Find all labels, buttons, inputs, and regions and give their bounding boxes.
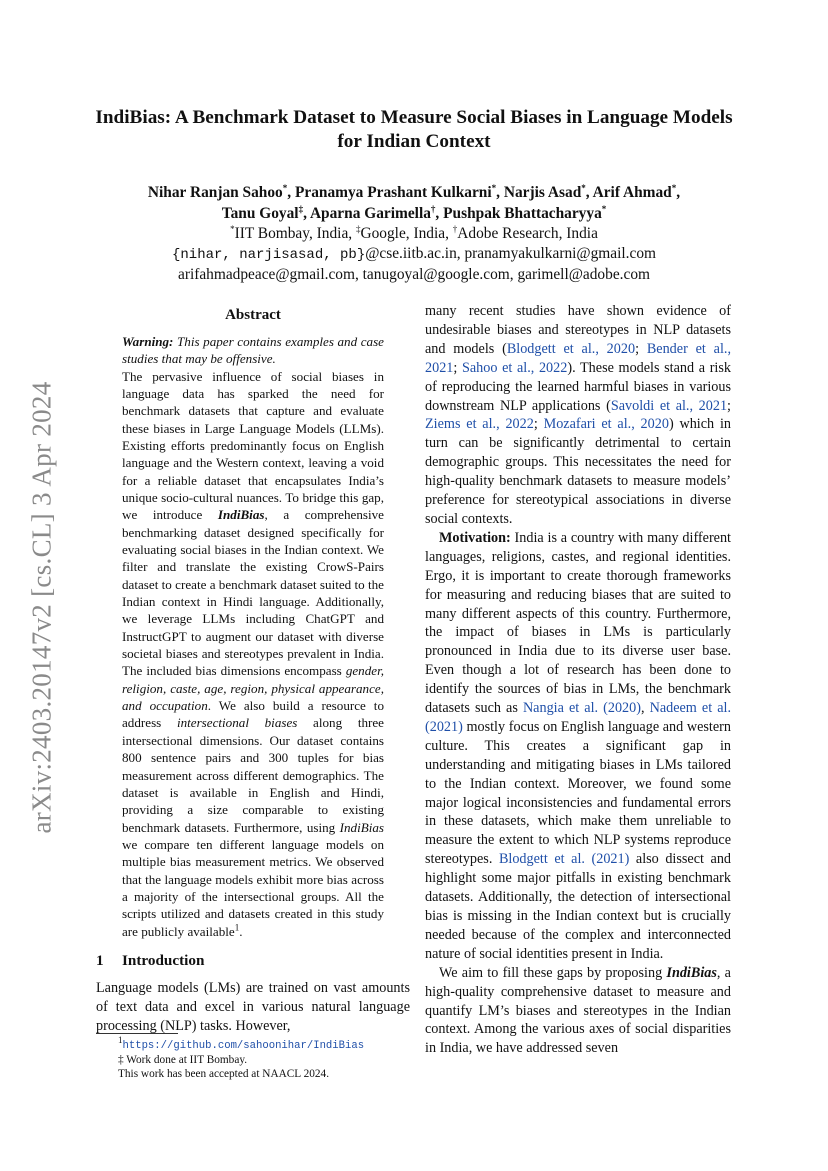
footnote-rule xyxy=(96,1033,178,1034)
motivation-paragraph: Motivation: India is a country with many different languages, religions, castes, and regional identities. Ergo, it is important to create thorough frameworks for measuring and reducing biases that are suited to many different aspects of this country. Furthermore, the impact of biases in LMs is particularly pronounced in India due to its diverse user base. Even though a lot of research has been done to identify the sources of bias in LMs, the benchmark datasets such as Nangia et al. (2020), Nadeem et al. (2021) mostly focus on English language and western culture. This creates a significant gap in understanding and mitigating biases in LMs tailored to the Indian context. Moreover, we found some major logical inconsistencies and fundamental errors in these datasets, which make them unreliable to measure the extent to which NLP systems reproduce stereotypes. Blodgett et al. (2021) also dissect and highlight some major pitfalls in existing benchmark datasets. Additionally, the detection of intersectional bias is missing in the Indian context but is crucially needed because of the complex and interconnected nature of social identities present in India. xyxy=(425,529,732,962)
author-list: Nihar Ranjan Sahoo*, Pranamya Prashant Kulkarni*, Narjis Asad*, Arif Ahmad*, Tanu Goyal‡, Aparna Garimella†, Pushpak Bhattacharyya* xyxy=(147,182,681,222)
paragraph: We aim to fill these gaps by proposing IndiBias, a high-quality comprehensive dataset to measure and quantify LM’s biases and stereotypes in the Indian context. Among the various axes of social disparities in India, we have addressed seven xyxy=(425,964,731,1057)
citation-link[interactable]: Ziems et al., 2022 xyxy=(425,416,534,433)
footnote-1: $^1$https://github.com/sahoonihar/IndiBias xyxy=(118,1035,365,1052)
author: Arif Ahmad xyxy=(592,184,672,201)
citation-link[interactable]: Nadeem et al. (2021) xyxy=(425,700,731,735)
citation-link[interactable]: Blodgett et al. (2021) xyxy=(498,851,630,868)
paper-header xyxy=(95,106,733,285)
footnote-2: ‡ Work done at IIT Bombay. xyxy=(118,1054,248,1066)
footnote-marker[interactable]: 1 xyxy=(234,922,240,933)
affiliations: *IIT Bombay, India, ‡Google, India, †Adobe Research, India xyxy=(230,223,598,242)
right-column xyxy=(425,302,731,1058)
abstract-body xyxy=(96,333,410,940)
citation-link[interactable]: Sahoo et al., 2022 xyxy=(461,359,568,376)
citation-link[interactable]: Savoldi et al., 2021 xyxy=(610,397,728,414)
paper-title: IndiBias: A Benchmark Dataset to Measure Social Biases in Language Models for Indian Context xyxy=(95,107,733,152)
footnote-3: This work has been accepted at NAACL 2024. xyxy=(118,1068,330,1080)
abstract-heading: Abstract xyxy=(225,307,281,323)
citation-link[interactable]: Mozafari et al., 2020 xyxy=(543,416,669,433)
github-link[interactable]: https://github.com/sahoonihar/IndiBias xyxy=(122,1040,365,1052)
author: Aparna Garimella xyxy=(309,205,431,222)
author: Tanu Goyal xyxy=(221,205,299,222)
arxiv-sidebar-stamp xyxy=(22,372,62,842)
author: Narjis Asad xyxy=(503,184,582,201)
abstract-text: The pervasive influence of social biases in language data has sparked the need for benchmark datasets that capture and evaluate these biases in Large Language Models (LLMs). Existing efforts predominantly focus on English language and the Western context, leaving a void for a reliable dataset that encapsulates India’s unique socio-cultural nuances. To bridge this gap, we introduce IndiBias, a comprehensive benchmarking dataset designed specifically for evaluating social biases in the Indian context. We filter and translate the existing CrowS-Pairs dataset to create a benchmark dataset suited to the Indian context in Hindi language. Additionally, we leverage LLMs including ChatGPT and InstructGPT to augment our dataset with diverse societal biases and stereotypes prevalent in India. The included bias dimensions encompass gender, religion, caste, age, region, physical appearance, and occupation. We also build a resource to address intersectional biases along three intersectional dimensions. Our dataset contains 800 sentence pairs and 300 tuples for bias measurement across different demographics. The dataset is available in English and Hindi, providing a size comparable to existing benchmark datasets. Furthermore, using IndiBias we compare ten different language models on multiple bias measurement metrics. We observed that the language models exhibit more bias across a majority of the intersectional groups. All the scripts utilized and datasets created in this study are publicly available$^1$. xyxy=(122,368,384,939)
author: Pushpak Bhattacharyya xyxy=(443,205,602,222)
author: Pranamya Prashant Kulkarni xyxy=(294,184,492,201)
left-column xyxy=(96,302,410,1036)
abstract-warning: Warning: This paper contains examples and case studies that may be offensive. xyxy=(122,333,384,367)
paragraph: many recent studies have shown evidence of undesirable biases and stereotypes in NLP datasets and models (Blodgett et al., 2020; Bender et al., 2021; Sahoo et al., 2022). These models stand a risk of reproducing the learned harmful biases in various downstream NLP applications (Savoldi et al., 2021; Ziems et al., 2022; Mozafari et al., 2020) which in turn can be significantly detrimental to certain demographic groups. This necessitates the need for high-quality benchmark datasets to measure models’ preference for stereotypical associations in diverse social contexts. xyxy=(425,303,731,527)
email-list: {nihar, narjisasad, pb}@cse.iitb.ac.in, pranamyakulkarni@gmail.com arifahmadpeace@gmail.com, tanugoyal@google.com, garimell@adobe.com xyxy=(172,245,656,283)
citation-link[interactable]: Blodgett et al., 2020 xyxy=(506,340,636,357)
author: Nihar Ranjan Sahoo xyxy=(147,184,283,201)
citation-link[interactable]: Nangia et al. (2020) xyxy=(522,700,641,717)
intro-paragraph: Language models (LMs) are trained on vast amounts of text data and excel in various natural language processing (NLP) tasks. However, xyxy=(96,979,410,1034)
section-heading-introduction: 1 Introduction xyxy=(96,951,205,969)
citation-link[interactable]: Bender et al., 2021 xyxy=(425,340,731,376)
arxiv-id: arXiv:2403.20147v2 [cs.CL] 3 Apr 2024 xyxy=(26,380,57,834)
footnotes xyxy=(96,1033,410,1081)
